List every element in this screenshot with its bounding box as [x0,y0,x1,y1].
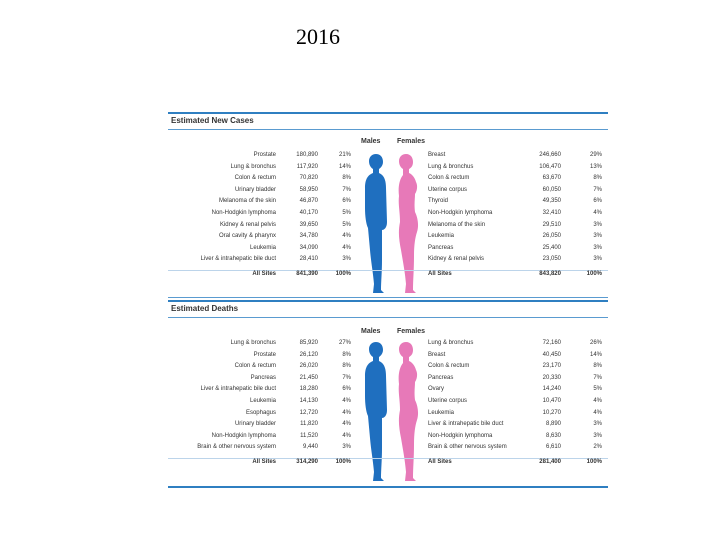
section-bottom-rule [168,297,608,298]
female-pct-cell: 26% [589,340,602,346]
table-row [168,164,608,176]
male-count-cell: 11,820 [300,421,318,428]
female-site-cell: Melanoma of the skin [428,221,486,228]
male-pct-cell: 8% [342,363,351,370]
females-header: Females [397,138,426,145]
male-site-cell: Urinary bladder [234,421,276,428]
female-pct-cell: 14% [589,351,602,358]
table-total-row [168,270,608,283]
male-site-cell: Colon & rectum [234,363,276,370]
table-row [168,375,608,387]
female-site-cell: Leukemia [428,233,455,240]
male-count-cell: 85,920 [299,340,318,346]
female-count-cell: 10,470 [542,398,561,404]
male-pct-cell: 8% [342,175,351,182]
table-row [168,152,608,164]
male-site-cell: Colon & rectum [234,175,276,182]
female-site-cell: Pancreas [428,244,454,251]
female-count-cell: 40,450 [542,351,561,358]
female-pct-cell: 5% [593,386,602,393]
table-row [168,187,608,199]
male-site-cell: Melanoma of the skin [218,198,276,205]
table-row [168,386,608,398]
male-count-cell: 11,520 [300,432,318,439]
table-total-row [168,458,608,471]
deaths-panel [168,300,608,490]
female-pct-cell: 4% [593,210,602,216]
female-count-cell: 20,330 [542,374,561,381]
male-pct-cell: 6% [342,386,351,393]
male-pct-cell: 27% [338,340,351,346]
table-row [168,421,608,433]
female-site-cell: Colon & rectum [428,363,470,370]
female-site-cell: Thyroid [428,198,449,205]
female-site-cell: Colon & rectum [428,175,470,182]
male-count-cell: 39,650 [299,221,318,228]
female-pct-cell: 7% [593,374,602,381]
male-pct-cell: 3% [342,256,351,263]
male-site-cell: Liver & intrahepatic bile duct [200,256,276,263]
female-site-cell: Breast [428,351,446,358]
male-site-cell: Esophagus [245,409,276,416]
female-count-cell: 14,240 [542,386,561,393]
female-site-cell: Liver & intrahepatic bile duct [428,421,504,428]
male-pct-cell: 4% [342,233,351,240]
male-site-cell: Leukemia [249,398,276,404]
females-header: Females [397,328,426,335]
male-count-cell: 841,390 [296,271,318,277]
female-pct-cell: 100% [586,459,602,465]
male-site-cell: Prostate [253,152,276,158]
male-pct-cell: 5% [342,210,351,216]
section-title: Estimated New Cases [171,116,254,125]
male-pct-cell: 100% [335,271,351,277]
section-title: Estimated Deaths [171,304,239,313]
table-row [168,352,608,364]
female-pct-cell: 3% [593,421,602,428]
female-count-cell: 29,510 [542,221,561,228]
slide-title: 2016 [296,24,340,49]
female-pct-cell: 3% [593,244,602,251]
male-count-cell: 46,870 [299,198,318,205]
female-pct-cell: 8% [593,363,602,370]
male-site-cell: All Sites [252,459,276,465]
male-count-cell: 34,090 [299,244,318,251]
section-bottom-rule [168,486,608,488]
male-site-cell: Pancreas [250,374,276,381]
female-count-cell: 843,820 [539,271,561,277]
table-row [168,398,608,410]
female-count-cell: 32,410 [542,210,561,216]
table-row [168,340,608,352]
female-pct-cell: 3% [593,221,602,228]
male-count-cell: 21,450 [299,374,318,381]
table-row [168,256,608,268]
female-site-cell: Breast [428,152,446,158]
female-pct-cell: 29% [589,152,602,158]
female-count-cell: 106,470 [539,163,561,170]
male-pct-cell: 3% [342,444,351,451]
male-pct-cell: 7% [342,186,351,193]
table-row [168,175,608,187]
female-count-cell: 49,350 [542,198,561,205]
male-count-cell: 26,020 [299,363,318,370]
female-count-cell: 23,050 [542,256,561,263]
section-top-rule [168,300,608,302]
table-row [168,444,608,456]
section-header-rule [168,317,608,318]
table-row [168,222,608,234]
female-site-cell: Kidney & renal pelvis [428,256,485,263]
female-site-cell: Ovary [428,386,445,393]
male-site-cell: Liver & intrahepatic bile duct [200,386,276,393]
female-count-cell: 8,630 [545,432,561,439]
female-pct-cell: 3% [593,432,602,439]
female-site-cell: Uterine corpus [428,186,468,193]
male-count-cell: 9,440 [302,444,318,451]
males-header: Males [361,138,381,145]
female-count-cell: 10,270 [542,409,561,416]
male-site-cell: Urinary bladder [234,186,276,193]
male-count-cell: 26,120 [299,351,318,358]
male-pct-cell: 14% [338,163,351,170]
female-pct-cell: 7% [593,186,602,193]
female-count-cell: 23,170 [542,363,561,370]
male-pct-cell: 100% [335,459,351,465]
male-pct-cell: 4% [342,244,351,251]
male-site-cell: Lung & bronchus [230,340,276,346]
new-cases-panel [168,112,608,298]
male-site-cell: Lung & bronchus [230,163,276,170]
section-top-rule [168,112,608,114]
male-count-cell: 34,780 [299,233,318,240]
male-pct-cell: 4% [342,398,351,404]
male-site-cell: Kidney & renal pelvis [219,221,276,228]
male-pct-cell: 8% [342,351,351,358]
female-pct-cell: 3% [593,256,602,263]
female-count-cell: 26,050 [542,233,561,240]
female-pct-cell: 100% [586,271,602,277]
female-site-cell: All Sites [428,459,452,465]
female-count-cell: 25,400 [542,244,561,251]
female-count-cell: 8,890 [545,421,561,428]
female-site-cell: Leukemia [428,409,455,416]
male-count-cell: 314,290 [296,459,318,465]
female-pct-cell: 4% [593,409,602,416]
female-site-cell: Uterine corpus [428,398,468,404]
table-row [168,198,608,210]
male-pct-cell: 4% [342,432,351,439]
male-pct-cell: 4% [342,409,351,416]
table-row [168,233,608,245]
female-count-cell: 246,660 [539,152,561,158]
male-site-cell: Leukemia [249,244,276,251]
male-count-cell: 12,720 [299,409,318,416]
table-row [168,210,608,222]
table-row [168,245,608,257]
female-count-cell: 281,400 [539,459,561,465]
male-site-cell: All Sites [252,271,276,277]
male-pct-cell: 4% [342,421,351,428]
table-row [168,363,608,375]
male-pct-cell: 6% [342,198,351,205]
table-row [168,433,608,445]
female-pct-cell: 6% [593,198,602,205]
male-site-cell: Prostate [253,351,276,358]
male-count-cell: 14,130 [299,398,318,404]
male-site-cell: Oral cavity & pharynx [218,233,276,240]
male-count-cell: 28,410 [299,256,318,263]
male-count-cell: 70,820 [299,175,318,182]
male-count-cell: 180,890 [296,152,318,158]
table-row [168,410,608,422]
female-count-cell: 6,610 [545,444,561,451]
male-pct-cell: 5% [342,221,351,228]
female-pct-cell: 4% [593,398,602,404]
male-pct-cell: 21% [338,152,351,158]
female-site-cell: Non-Hodgkin lymphoma [428,210,493,216]
female-count-cell: 72,160 [542,340,561,346]
female-site-cell: Non-Hodgkin lymphoma [428,432,493,439]
female-site-cell: Pancreas [428,374,454,381]
female-pct-cell: 8% [593,175,602,182]
female-count-cell: 63,670 [542,175,561,182]
males-header: Males [361,328,381,335]
male-count-cell: 18,280 [299,386,318,393]
male-site-cell: Non-Hodgkin lymphoma [211,432,276,439]
female-site-cell: Lung & bronchus [428,340,474,346]
female-pct-cell: 3% [593,233,602,240]
male-site-cell: Brain & other nervous system [197,444,276,451]
section-header-rule [168,129,608,130]
female-pct-cell: 2% [593,444,602,451]
female-site-cell: Lung & bronchus [428,163,474,170]
female-site-cell: Brain & other nervous system [428,444,507,451]
male-count-cell: 117,920 [296,163,318,170]
male-site-cell: Non-Hodgkin lymphoma [211,210,276,216]
female-count-cell: 60,050 [542,186,561,193]
female-site-cell: All Sites [428,271,452,277]
male-pct-cell: 7% [342,374,351,381]
male-count-cell: 58,950 [299,186,318,193]
male-count-cell: 40,170 [299,210,318,216]
female-pct-cell: 13% [589,163,602,170]
